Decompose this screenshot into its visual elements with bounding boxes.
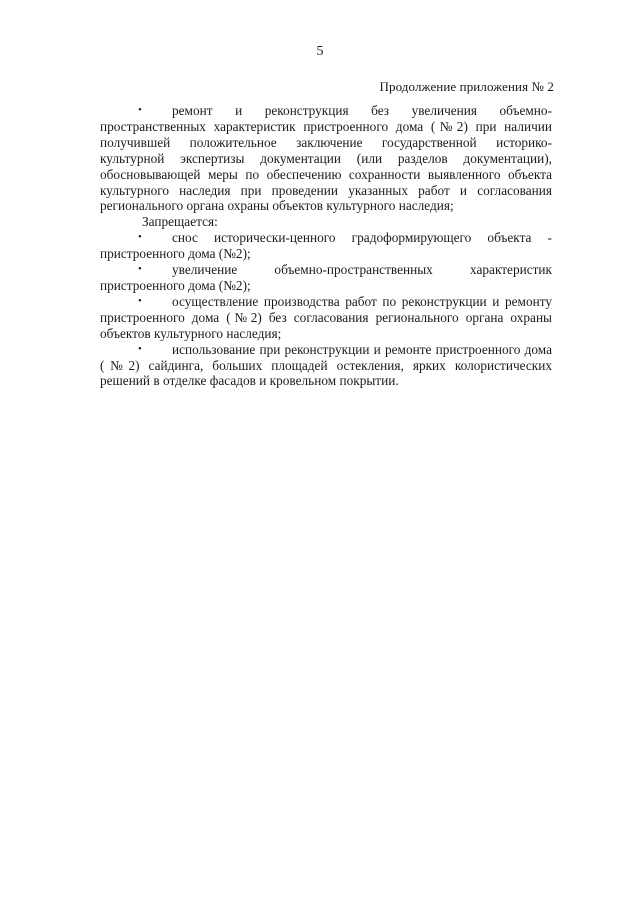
prohibited-item-text: снос исторически-ценного градоформирующего объекта - пристроенного дома (№2); [100, 230, 552, 262]
prohibited-item [100, 262, 552, 294]
prohibited-item [100, 230, 552, 262]
prohibited-item [100, 294, 552, 342]
bullet-icon: • [138, 231, 142, 244]
prohibited-label: Запрещается: [142, 214, 218, 230]
bullet-icon: • [138, 263, 142, 276]
document-body [100, 103, 552, 389]
prohibited-item [100, 342, 552, 390]
allowed-item-text: ремонт и реконструкция без увеличения объемно-пространственных характеристик пристроенного дома (№2) при наличии получившей положительное заключение государственной историко-культурной экспертизы документации (или разделов документации), обосновывающей меры по обеспечению сохранности выявленного объекта культурного наследия при проведении указанных работ и согласования регионального органа охраны объектов культурного наследия; [100, 103, 552, 214]
prohibited-item-text: увеличение объемно-пространственных характеристик пристроенного дома (№2); [100, 262, 552, 293]
bullet-icon: • [138, 342, 142, 355]
page-number: 5 [316, 44, 324, 59]
allowed-item [100, 103, 552, 214]
appendix-header: Продолжение приложения № 2 [379, 79, 554, 94]
bullet-icon: • [138, 294, 142, 307]
prohibited-item-text: осуществление производства работ по реконструкции и ремонту пристроенного дома (№2) без согласования регионального органа охраны объектов культурного наследия; [100, 293, 552, 341]
bullet-icon: • [138, 104, 142, 116]
prohibited-item-text: использование при реконструкции и ремонте пристроенного дома (№2) сайдинга, больших площадей остекления, ярких колористических решений в отделке фасадов и кровельном покрытии. [100, 341, 552, 389]
